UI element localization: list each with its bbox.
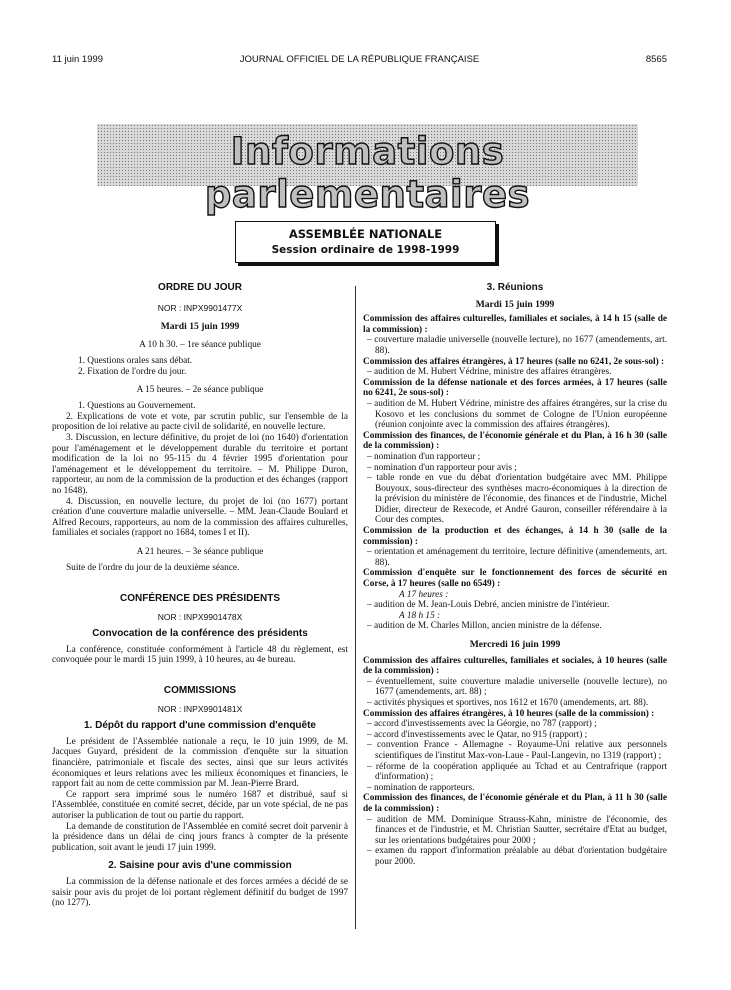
header-journal-title: JOURNAL OFFICIEL DE LA RÉPUBLIQUE FRANÇAISE [239, 54, 480, 65]
list-item: 2. Fixation de l'ordre du jour. [78, 366, 187, 377]
list-item: – examen du rapport d'information préalable au débat d'orientation budgétaire pour 2000. [367, 846, 667, 867]
list-item: 2. Explications de vote et vote, par scrutin public, sur l'ensemble de la proposition de loi relative au pacte civil de solidarité, en nouvelle lecture. [52, 411, 348, 433]
list-item: – accord d'investissements avec la Géorgie, no 787 (rapport) ; [367, 719, 597, 730]
list-item: – audition de MM. Dominique Strauss-Kahn, ministre de l'économie, des finances et de l'industrie, et M. Christian Sautter, secrétaire d'Etat au budget, sur les orientations budgétaires pour 2000 ; [367, 814, 667, 846]
list-item: – éventuellement, suite couverture maladie universelle (nouvelle lecture), no 1677 (amendements, art. 88) ; [367, 676, 667, 698]
list-item: 1. Questions orales sans débat. [78, 356, 193, 367]
column-divider [355, 286, 356, 929]
commission-heading: Commission de la production et des échanges, à 14 h 30 (salle de la commission) : [363, 526, 667, 547]
list-item: – orientation et aménagement du territoire, lecture définitive (amendements, art. 88). [367, 547, 667, 568]
saisine-text: La commission de la défense nationale et des forces armées a décidé de se saisir pour avis du projet de loi portant règlement définitif du budget de 1997 (no 1277). [52, 876, 348, 909]
list-item: – activités physiques et sportives, nos 1612 et 1670 (amendements, art. 88). [367, 697, 649, 708]
list-item: 1. Questions au Gouvernement. [78, 401, 196, 412]
reunions-title: 3. Réunions [486, 282, 544, 293]
list-item: – audition de M. Hubert Védrine, ministre des affaires étrangères. [367, 367, 612, 378]
conference-subtitle: Convocation de la conférence des présidents [92, 628, 308, 640]
list-item: – audition de M. Jean-Louis Debré, ancien ministre de l'intérieur. [367, 600, 610, 611]
list-item: – nomination d'un rapporteur pour avis ; [367, 462, 517, 473]
list-item: – audition de M. Charles Millon, ancien ministre de la défense. [367, 621, 602, 632]
assembly-title: ASSEMBLÉE NATIONALE [288, 227, 443, 241]
conference-nor: NOR : INPX9901478X [157, 611, 243, 622]
commission-heading: Commission des finances, de l'économie générale et du Plan, à 11 h 30 (salle de la commission) : [363, 793, 667, 814]
depot-title: 1. Dépôt du rapport d'une commission d'enquête [84, 720, 316, 732]
commissions-title: COMMISSIONS [163, 685, 237, 697]
header-date: 11 juin 1999 [52, 54, 104, 65]
sitting-1-items [52, 356, 348, 377]
day-1-date: Mardi 15 juin 1999 [475, 298, 555, 310]
list-item: – table ronde en vue du débat d'orientation budgétaire avec MM. Philippe Bouyoux, sous-directeur des synthèses macro-économiques à la direction de la prévision du ministère de l'économie, des finances et de l'industrie, Michel Didier, directeur de Rexecode, et André Gauron, conseiller référendaire à la Cour des comptes. [367, 473, 667, 526]
list-item: 3. Discussion, en lecture définitive, du projet de loi (no 1640) d'orientation pour l'aménagement et le développement durable du territoire et portant modification de la loi no 95-115 du 4 février 1995 d'orientation pour l'aménagement et le développement du territoire. – M. Philippe Duron, rapporteur, au nom de la commission de la production et des échanges (rapport no 1648). [52, 432, 348, 496]
commission-heading: Commission d'enquête sur le fonctionnement des forces de sécurité en Corse, à 17 heures (salle no 6549) : [363, 568, 667, 590]
commissions-nor: NOR : INPX9901481X [157, 703, 243, 714]
banner-title: Informations parlementaires [204, 130, 531, 216]
depot-paragraph: Ce rapport sera imprimé sous le numéro 1687 et distribué, sauf si l'Assemblée, constituée en comité secret, décide, par un vote spécial, de ne pas autoriser la publication de tout ou partie du rapport. [52, 789, 348, 821]
commission-heading: Commission des affaires culturelles, familiales et sociales, à 14 h 15 (salle de la commission) : [363, 314, 667, 335]
list-item: – nomination d'un rapporteur ; [367, 451, 481, 462]
commission-heading: Commission des finances, de l'économie générale et du Plan, à 16 h 30 (salle de la commission) : [363, 430, 667, 452]
sitting-2-items [52, 401, 348, 539]
sitting-1: A 10 h 30. – 1re séance publique [139, 339, 261, 350]
list-item: – couverture maladie universelle (nouvelle lecture), no 1677 (amendements, art. 88). [367, 335, 667, 356]
list-item: – réforme de la coopération appliquée au Tchad et au Centrafrique (rapport d'information) ; [367, 761, 667, 783]
sitting-2: A 15 heures. – 2e séance publique [136, 384, 264, 395]
ordre-date: Mardi 15 juin 1999 [160, 321, 240, 333]
day-2-date: Mercredi 16 juin 1999 [469, 639, 561, 650]
conference-title: CONFÉRENCE DES PRÉSIDENTS [119, 593, 281, 605]
page-header [52, 54, 667, 68]
conference-text: La conférence, constituée conformément à l'article 48 du règlement, est convoquée pour le mardi 15 juin 1999, à 10 heures, au 4e bureau. [52, 644, 348, 666]
assembly-session: Session ordinaire de 1998-1999 [271, 244, 460, 256]
depot-paragraph: Le président de l'Assemblée nationale a reçu, le 10 juin 1999, de M. Jacques Guyard, président de la commission d'enquête sur la situation financière, patrimoniale et fiscale des sectes, ainsi que sur leurs activités économiques et leurs relations avec les milieux économiques et financiers, le rapport fait au nom de cette commission par M. Jean-Pierre Brard. [52, 736, 348, 790]
header-page-number: 8565 [645, 54, 667, 65]
commission-heading: Commission des affaires culturelles, familiales et sociales, à 10 heures (salle de la commission) : [363, 655, 667, 677]
commission-heading: Commission des affaires étrangères, à 17 heures (salle no 6241, 2e sous-sol) : [363, 356, 665, 367]
time-label: A 17 heures : [399, 589, 449, 600]
list-item: – convention France - Allemagne - Royaume-Uni relative aux personnels scientifiques de l'institut Max-von-Laue - Paul-Langevin, no 1319 (rapport) ; [367, 740, 667, 761]
list-item: – audition de M. Hubert Védrine, ministre des affaires étrangères, sur la crise du Kosovo et les conclusions du sommet de Cologne de l'Union européenne (réunion conjointe avec la commission des affaires étrangères). [367, 398, 667, 431]
ordre-title: ORDRE DU JOUR [158, 282, 242, 293]
ordre-nor: NOR : INPX9901477X [157, 302, 243, 313]
right-column [363, 283, 667, 867]
commission-heading: Commission des affaires étrangères, à 10 heures (salle de la commission) : [363, 708, 655, 719]
sitting-3: A 21 heures. – 3e séance publique [136, 546, 264, 557]
section-banner [97, 124, 638, 216]
sitting-3-text: Suite de l'ordre du jour de la deuxième séance. [66, 563, 240, 574]
depot-paragraph: La demande de constitution de l'Assemblée en comité secret doit parvenir à la présidence dans un délai de cinq jours francs à compter de la présente publication, soit avant le jeudi 17 juin 1999. [52, 821, 348, 853]
commission-heading: Commission de la défense nationale et des forces armées, à 17 heures (salle no 6241, 2e sous-sol) : [363, 377, 667, 399]
saisine-title: 2. Saisine pour avis d'une commission [108, 860, 292, 872]
list-item: – nomination de rapporteurs. [367, 782, 475, 793]
time-label: A 18 h 15 : [399, 610, 441, 621]
list-item: 4. Discussion, en nouvelle lecture, du projet de loi (no 1677) portant création d'une couverture maladie universelle. – MM. Jean-Claude Boulard et Alfred Recours, rapporteurs, au nom de la commission des affaires culturelles, familiales et sociales (rapport no 1684, tomes I et II). [52, 496, 348, 539]
list-item: – accord d'investissements avec le Qatar, no 915 (rapport) ; [367, 729, 588, 740]
assembly-box [235, 221, 496, 263]
left-column [52, 283, 348, 909]
